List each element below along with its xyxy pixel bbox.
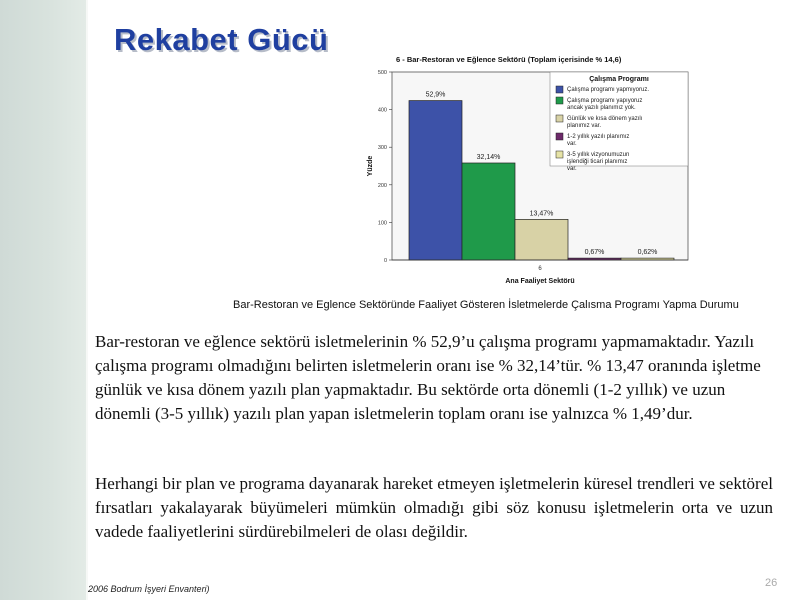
left-band-edge [86, 0, 88, 600]
y-tick-label: 500 [377, 70, 387, 76]
y-tick-label: 100 [377, 220, 387, 227]
legend-swatch [556, 97, 563, 104]
y-tick-label: 200 [377, 182, 387, 189]
legend-label: Çalışma programı yapmıyoruz. [567, 87, 650, 93]
bar-3 [515, 219, 568, 260]
x-tick-label: 6 [538, 266, 542, 272]
bar-value-label: 13,47% [529, 210, 554, 218]
y-axis-label: Yüzde [367, 155, 374, 177]
y-tick-label: 300 [377, 145, 387, 152]
bar-chart [352, 46, 692, 290]
source-note: 2006 Bodrum İşyeri Envanteri) [88, 584, 210, 594]
paragraph-conclusion: Herhangi bir plan ve programa dayanarak hareket etmeyen işletmelerin küresel trendleri ve sektörel fırsatları yakalayarak büyümeleri mümkün olmadığı gibi söz konusu işletmelerin orta ve uzun vadede faaliyetlerini sürdürebilmeleri de olası değildir. [95, 474, 773, 541]
legend-swatch [556, 151, 563, 158]
chart-caption: Bar-Restoran ve Eglence Sektöründe Faaliyet Gösteren İsletmelerde Çalısma Programı Yapma Durumu [233, 299, 739, 311]
bar-1 [409, 101, 462, 260]
legend-swatch [556, 133, 563, 140]
legend-swatch [556, 115, 563, 122]
legend-label: 1-2 yıllık yazılı planımız var. [567, 134, 630, 147]
paragraph-summary: Bar-restoran ve eğlence sektörü isletmelerinin % 52,9’u çalışma programı yapmamaktadır. Yazılı çalışma programı olmadığını belirten isletmelerin oranı ise % 32,14’tür. % 13,47 oranında işletme günlük ve kısa dönem yazılı plan yapmaktadır. Bu sektörde orta dönemli (1-2 yıllık) ve uzun dönemli (3-5 yıllık) yazılı plan yapan isletmelerin toplam oranı ise yalnızca % 1,49’dur. [95, 332, 761, 423]
bar-value-label: 0,67% [584, 249, 605, 257]
legend-label: 3-5 yıllık vizyonumuzun işlendiği ticari planımız var. [567, 152, 630, 172]
page-number: 26 [765, 577, 778, 589]
chart-image [352, 46, 692, 290]
slide-title: Rekabet Gücü [114, 22, 329, 57]
x-axis-label: Ana Faaliyet Sektörü [505, 278, 575, 285]
y-tick-label: 0 [383, 258, 387, 264]
legend-title: Çalışma Programı [589, 76, 649, 83]
bar-value-label: 32,14% [476, 153, 501, 161]
bar-value-label: 52,9% [425, 91, 446, 99]
legend-swatch [556, 86, 563, 93]
legend-label: Günlük ve kısa dönem yazılı planımız var. [567, 116, 643, 129]
left-decorative-band [0, 0, 86, 600]
chart-title: 6 - Bar-Restoran ve Eğlence Sektörü (Toplam içerisinde % 14,6) [396, 55, 622, 64]
legend-label: Çalışma programı yapıyoruz ancak yazılı planımız yok. [567, 98, 643, 111]
bar-value-label: 0,62% [637, 249, 658, 257]
y-tick-label: 400 [377, 107, 387, 114]
bar-2 [462, 163, 515, 260]
